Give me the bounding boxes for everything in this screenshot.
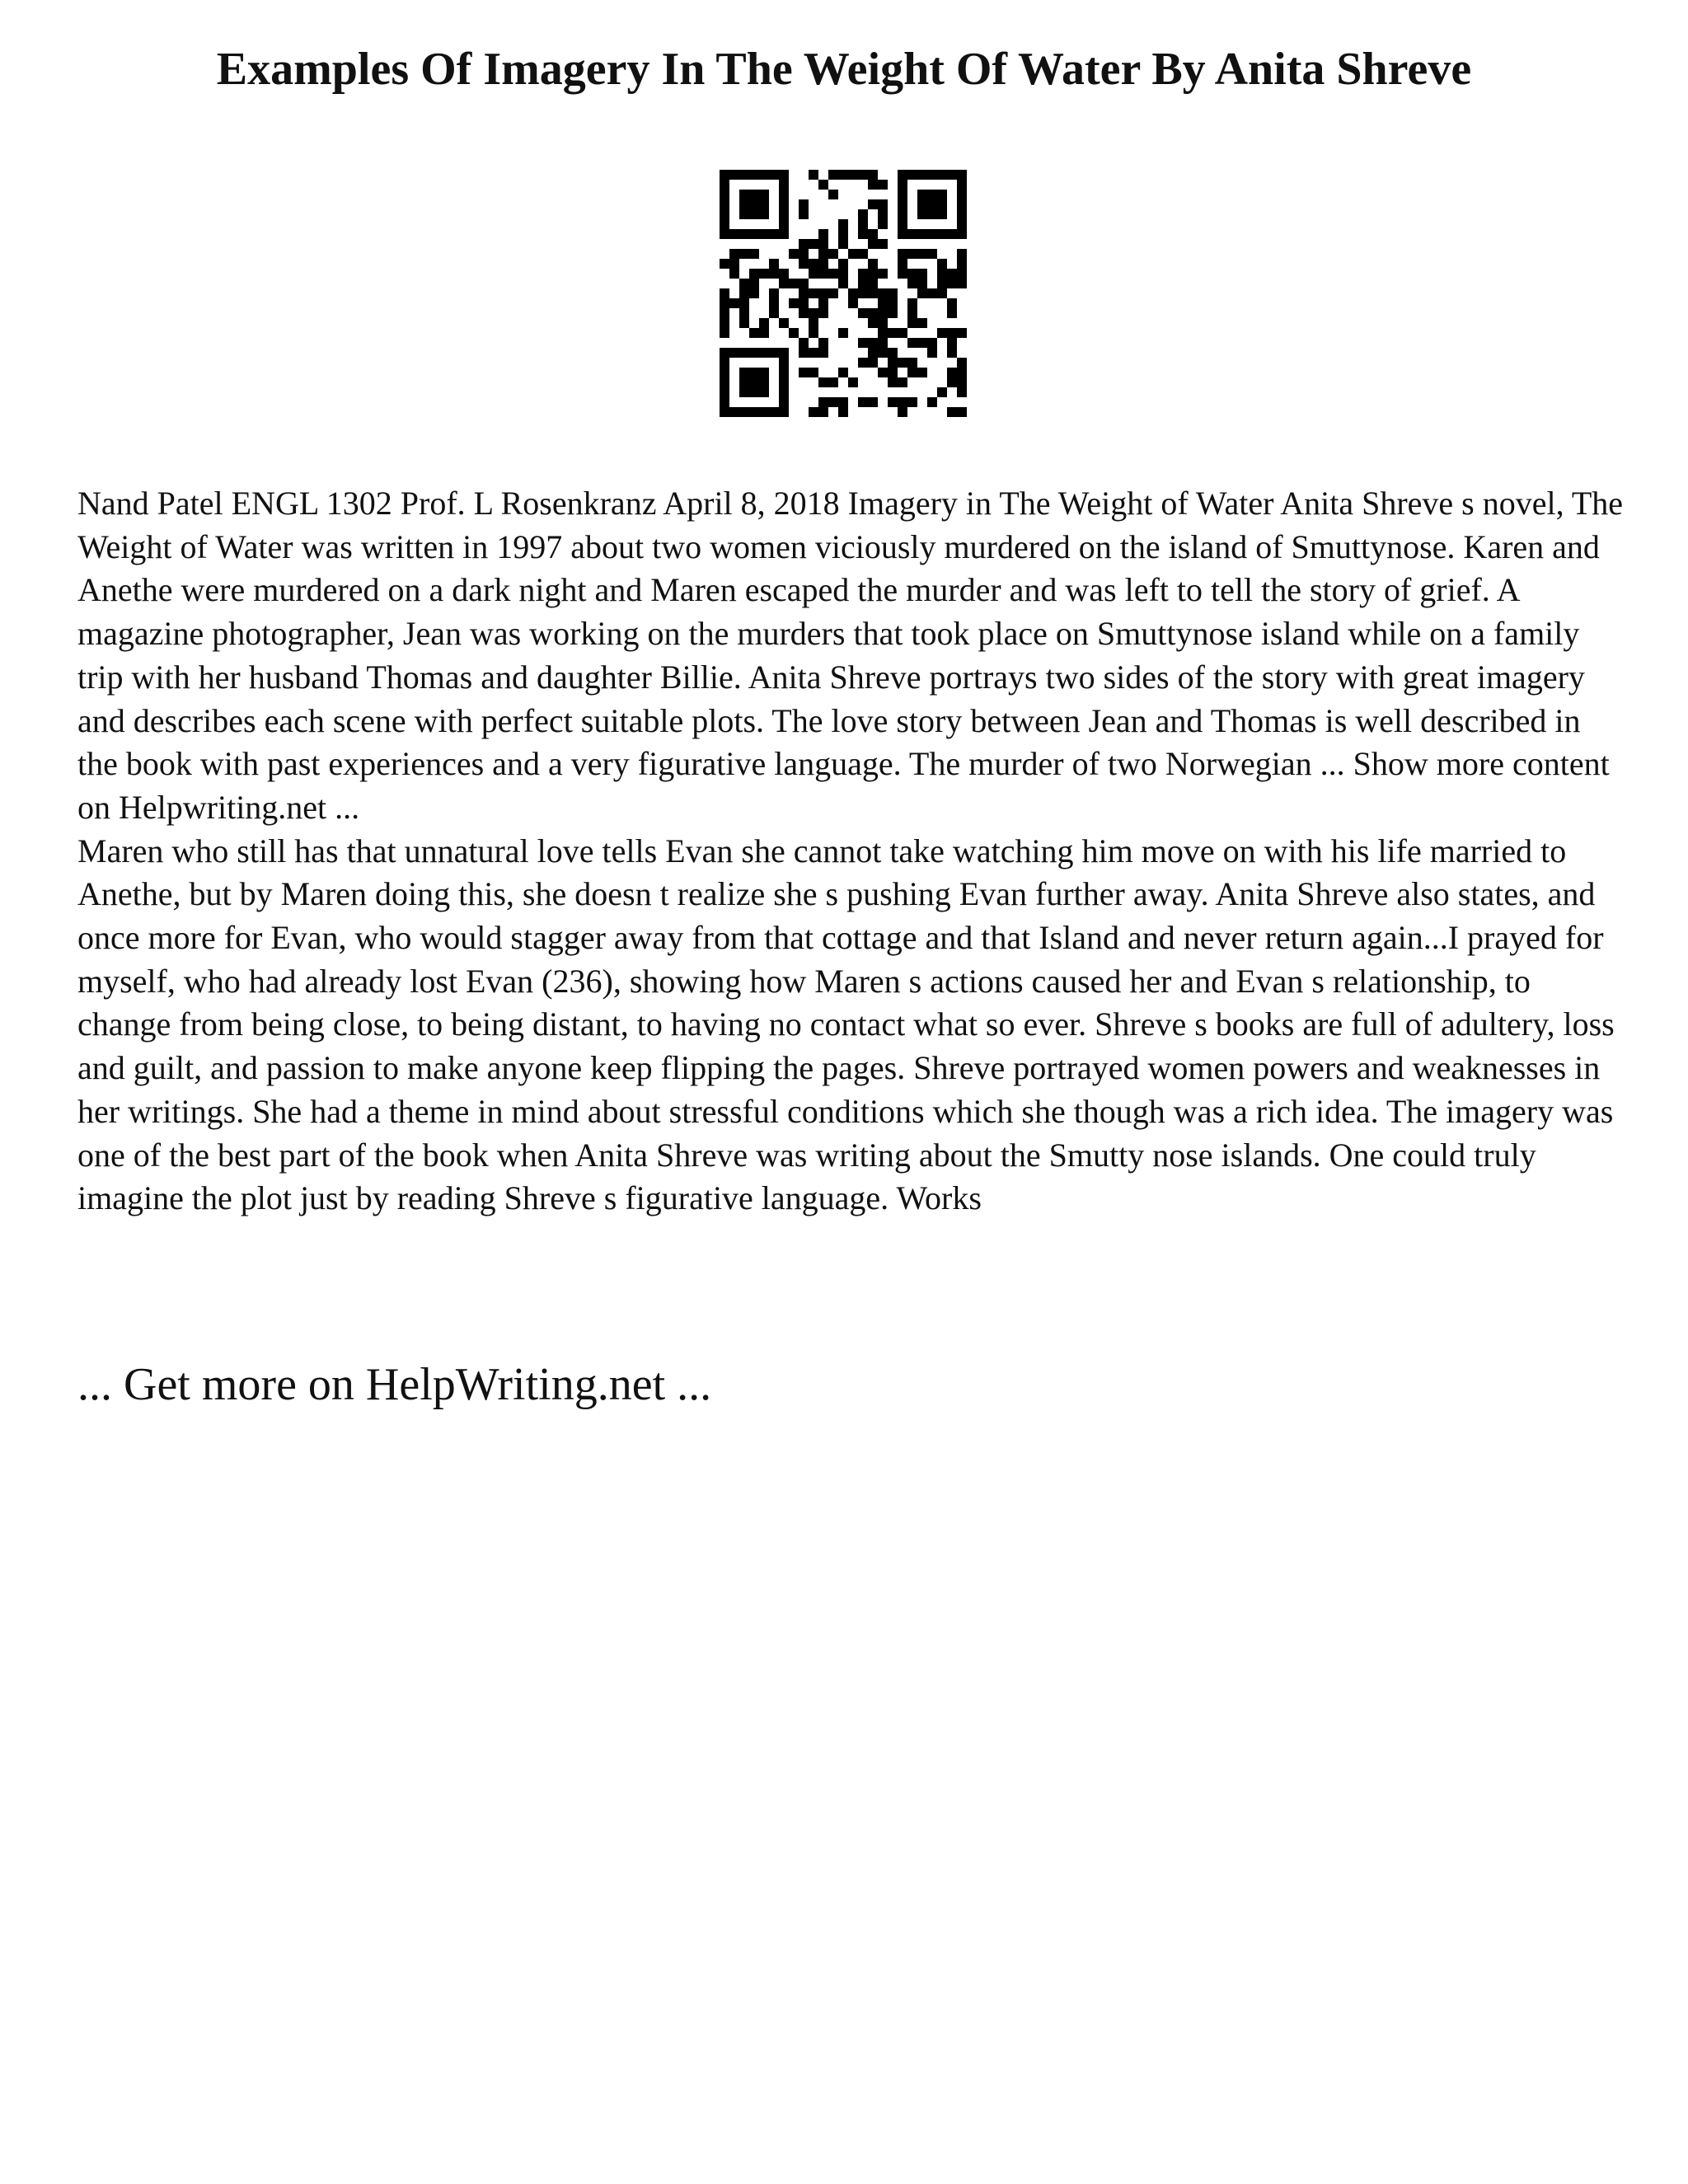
article-paragraph: Nand Patel ENGL 1302 Prof. L Rosenkranz April 8, 2018 Imagery in The Weight of Water Anita Shreve s novel, The Weight of Water was written in 1997 about two women viciously murdered on the island of Smuttynose. Karen and Anethe were murdered on a dark night and Maren escaped the murder and was left to tell the story of grief. A magazine photographer, Jean was working on the murders that took place on Smuttynose island while on a family trip with her husband Thomas and daughter Billie. Anita Shreve portrays two sides of the story with great imagery and describes each scene with perfect suitable plots. The love story between Jean and Thomas is well described in the book with past experiences and a very figurative language. The murder of two Norwegian ... Show more content on Helpwriting.net ...: [77, 485, 1624, 826]
get-more-link[interactable]: ... Get more on HelpWriting.net ...: [77, 1359, 712, 1410]
article-body: [77, 482, 1627, 1221]
document-title: Examples Of Imagery In The Weight Of Water By Anita Shreve: [216, 44, 1472, 95]
article-paragraph: Maren who still has that unnatural love tells Evan she cannot take watching him move on with his life married to Anethe, but by Maren doing this, she doesn t realize she s pushing Evan further away. Anita Shreve also states, and once more for Evan, who would stagger away from that cottage and that Island and never return again...I prayed for myself, who had already lost Evan (236), showing how Maren s actions caused her and Evan s relationship, to change from being close, to being distant, to having no contact what so ever. Shreve s books are full of adultery, loss and guilt, and passion to make anyone keep flipping the pages. Shreve portrayed women powers and weaknesses in her writings. She had a theme in mind about stressful conditions which she though was a rich idea. The imagery was one of the best part of the book when Anita Shreve was writing about the Smutty nose islands. One could truly imagine the plot just by reading Shreve s figurative language. Works: [77, 832, 1615, 1217]
qr-code-icon: [720, 170, 967, 417]
